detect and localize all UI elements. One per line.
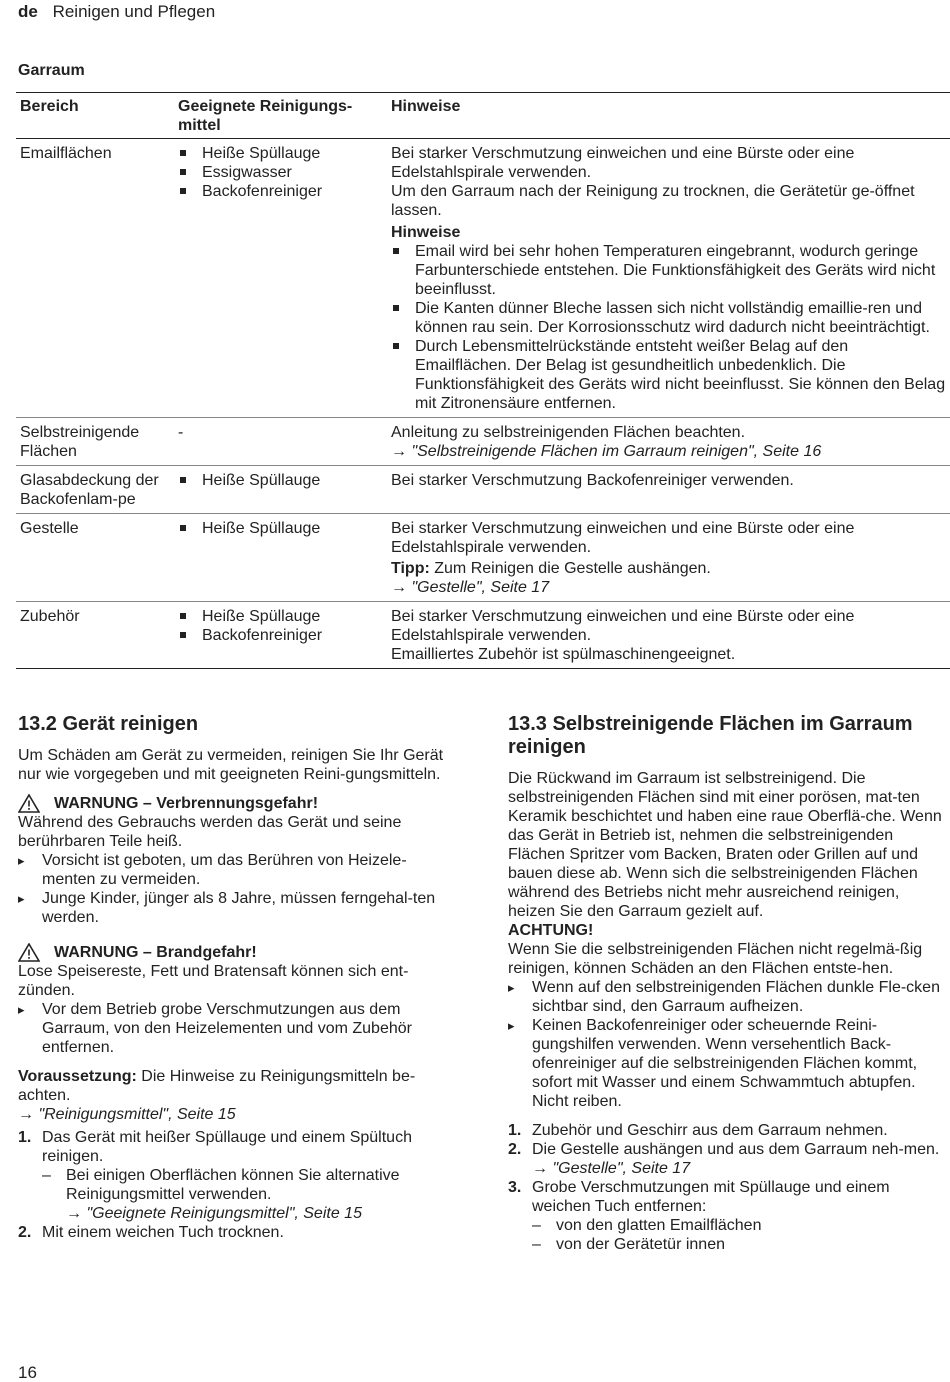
notes-cell bbox=[387, 514, 950, 602]
note-text: Bei starker Verschmutzung einweichen und eine Bürste oder eine Edelstahlspirale verwenden. bbox=[391, 608, 855, 644]
warning-triangle-icon bbox=[18, 943, 40, 962]
substep-item: – von den glatten Emailflächen bbox=[532, 1216, 948, 1235]
tip-paragraph bbox=[391, 559, 946, 578]
agents-cell bbox=[174, 466, 387, 514]
language-code: de bbox=[18, 2, 38, 21]
step-number: 2. bbox=[18, 1224, 32, 1241]
notes-cell bbox=[387, 602, 950, 669]
cross-reference-link[interactable]: → "Selbstreinigende Flächen im Garraum reinigen", Seite 16 bbox=[391, 443, 822, 460]
substep-item bbox=[42, 1166, 458, 1223]
prerequisite-label: Voraussetzung: bbox=[18, 1068, 137, 1085]
warning-fire bbox=[18, 943, 458, 962]
agent-item: Heiße Spüllauge bbox=[178, 144, 383, 163]
section-label: Garraum bbox=[18, 62, 85, 79]
intro-text: Um Schäden am Gerät zu vermeiden, reinigen Sie Ihr Gerät nur wie vorgegeben und mit geeigneten Reini-gungsmitteln. bbox=[18, 747, 444, 783]
note-text: Bei starker Verschmutzung Backofenreiniger verwenden. bbox=[391, 472, 794, 489]
warning-title: WARNUNG – Verbrennungsgefahr! bbox=[54, 795, 319, 812]
cross-reference-link[interactable]: → "Gestelle", Seite 17 bbox=[532, 1160, 691, 1177]
table-row bbox=[16, 139, 950, 418]
intro-text: Die Rückwand im Garraum ist selbstreinigend. Die selbstreinigenden Flächen sind mit einer porösen, mat-ten Keramik beschichtet und haben eine raue Oberflä-che. Wenn das Gerät in Betrieb ist, nehmen die selbstreinigenden Flächen Spritzer vom Backen, Braten oder Grillen auf und bauen diese ab. Wenn sich die selbstreinigenden Flächen während des Betriebs nicht mehr ausreichend reinigen, heizen Sie den Garraum gezielt auf. bbox=[508, 770, 942, 920]
page-header bbox=[18, 2, 215, 21]
cross-reference-link[interactable]: → "Reinigungsmittel", Seite 15 bbox=[18, 1106, 236, 1123]
cross-reference-link[interactable]: → "Geeignete Reinigungsmittel", Seite 15 bbox=[66, 1205, 362, 1222]
area-cell: Selbstreinigende Flächen bbox=[16, 418, 174, 466]
substep-item: – von der Gerätetür innen bbox=[532, 1235, 948, 1254]
step-text: Das Gerät mit heißer Spüllauge und einem Spültuch reinigen. bbox=[42, 1129, 412, 1165]
prerequisite bbox=[18, 1067, 458, 1105]
section-heading: 13.3 Selbstreinigende Flächen im Garraum reinigen bbox=[508, 713, 913, 758]
step-item bbox=[18, 1223, 458, 1242]
warning-burn bbox=[18, 794, 458, 813]
notes-cell bbox=[387, 466, 950, 514]
agent-item: Backofenreiniger bbox=[178, 626, 383, 645]
cross-reference-link[interactable]: → "Gestelle", Seite 17 bbox=[391, 579, 550, 596]
note-text: Bei starker Verschmutzung einweichen und eine Bürste oder eine Edelstahlspirale verwenden. bbox=[391, 145, 855, 181]
step-item bbox=[18, 1128, 458, 1223]
warning-item: ▸ Junge Kinder, jünger als 8 Jahre, müssen ferngehal-ten werden. bbox=[18, 889, 458, 927]
warning-triangle-icon bbox=[18, 794, 40, 813]
step-number: 1. bbox=[18, 1129, 32, 1146]
table-row bbox=[16, 466, 950, 514]
warning-item: ▸ Vor dem Betrieb grobe Verschmutzungen aus dem Garraum, von den Heizelementen und vom Zubehör entfernen. bbox=[18, 1000, 458, 1057]
agent-item: Essigwasser bbox=[178, 163, 383, 182]
area-cell: Zubehör bbox=[16, 602, 174, 669]
table-row bbox=[16, 514, 950, 602]
area-cell: Gestelle bbox=[16, 514, 174, 602]
left-column bbox=[18, 713, 458, 1242]
header-title: Reinigen und Pflegen bbox=[52, 2, 216, 21]
table-row bbox=[16, 602, 950, 669]
prerequisite-text: Die Hinweise zu Reinigungsmitteln be-achten. bbox=[18, 1068, 416, 1104]
step-number: 2. bbox=[508, 1141, 522, 1158]
hint-item: Email wird bei sehr hohen Temperaturen eingebrannt, wodurch geringe Farbunterschiede entstehen. Die Funktionsfähigkeit des Geräts wird nicht beeinflusst. bbox=[391, 242, 946, 299]
agents-cell bbox=[174, 602, 387, 669]
note-text: Bei starker Verschmutzung einweichen und eine Bürste oder eine Edelstahlspirale verwenden. bbox=[391, 520, 855, 556]
step-number: 3. bbox=[508, 1179, 522, 1196]
section-heading: 13.2 Gerät reinigen bbox=[18, 713, 199, 735]
col-header-area: Bereich bbox=[16, 93, 174, 139]
agent-item: Heiße Spüllauge bbox=[178, 607, 383, 626]
caution-text: Wenn Sie die selbstreinigenden Flächen nicht regelmä-ßig reinigen, können Schäden an den Flächen entste-hen. bbox=[508, 941, 923, 977]
agents-cell bbox=[174, 139, 387, 418]
warning-text: Lose Speisereste, Fett und Bratensaft können sich ent-zünden. bbox=[18, 963, 409, 999]
note-text: Um den Garraum nach der Reinigung zu trocknen, die Gerätetür ge-öffnet lassen. bbox=[391, 183, 915, 219]
cleaning-table bbox=[16, 92, 950, 669]
table-row bbox=[16, 418, 950, 466]
agent-item: Heiße Spüllauge bbox=[178, 471, 383, 490]
warning-text: Während des Gebrauchs werden das Gerät und seine berührbaren Teile heiß. bbox=[18, 814, 402, 850]
step-number: 1. bbox=[508, 1122, 522, 1139]
agent-item: Heiße Spüllauge bbox=[178, 519, 383, 538]
notes-cell bbox=[387, 418, 950, 466]
notes-cell bbox=[387, 139, 950, 418]
agent-item: Backofenreiniger bbox=[178, 182, 383, 201]
tip-label: Tipp: bbox=[391, 560, 430, 577]
hint-item: Die Kanten dünner Bleche lassen sich nicht vollständig emaillie-ren und können rau sein. Der Korrosionsschutz wird dadurch nicht beeinträchtigt. bbox=[391, 299, 946, 337]
step-item bbox=[508, 1140, 948, 1178]
step-item bbox=[508, 1178, 948, 1254]
step-item bbox=[508, 1121, 948, 1140]
caution-item: ▸ Keinen Backofenreiniger oder scheuernde Reini-gungshilfen verwenden. Wenn versehentlich Back-ofenreiniger auf die selbstreinigenden Flächen kommt, sofort mit Wasser und einem Schwammtuch abtupfen. Nicht reiben. bbox=[508, 1016, 948, 1111]
area-cell: Glasabdeckung der Backofenlam-pe bbox=[16, 466, 174, 514]
page-number: 16 bbox=[18, 1363, 37, 1382]
substep-text: Bei einigen Oberflächen können Sie alternative Reinigungsmittel verwenden. bbox=[66, 1167, 400, 1203]
step-text: Die Gestelle aushängen und aus dem Garraum neh-men. bbox=[532, 1141, 940, 1158]
col-header-agents: Geeignete Reinigungs- mittel bbox=[174, 93, 387, 139]
caution-title: ACHTUNG! bbox=[508, 922, 594, 939]
col-header-notes: Hinweise bbox=[387, 93, 950, 139]
note-text: Emailliertes Zubehör ist spülmaschinengeeignet. bbox=[391, 646, 736, 663]
hints-title: Hinweise bbox=[391, 224, 461, 241]
table-header-row bbox=[16, 93, 950, 139]
right-column bbox=[508, 713, 948, 1254]
hint-item: Durch Lebensmittelrückstände entsteht weißer Belag auf den Emailflächen. Der Belag ist gesundheitlich unbedenklich. Die Funktionsfähigkeit des Geräts wird nicht beeinflusst. Sie können den Belag mit Zitronensäure entfernen. bbox=[391, 337, 946, 413]
warning-item: ▸ Vorsicht ist geboten, um das Berühren von Heizele-menten zu vermeiden. bbox=[18, 851, 458, 889]
note-text: Anleitung zu selbstreinigenden Flächen beachten. bbox=[391, 424, 746, 441]
area-cell: Emailflächen bbox=[16, 139, 174, 418]
step-text: Mit einem weichen Tuch trocknen. bbox=[42, 1224, 284, 1241]
step-text: Zubehör und Geschirr aus dem Garraum nehmen. bbox=[532, 1122, 888, 1139]
agents-cell: - bbox=[174, 418, 387, 466]
agents-cell bbox=[174, 514, 387, 602]
step-text: Grobe Verschmutzungen mit Spüllauge und einem weichen Tuch entfernen: bbox=[532, 1179, 890, 1215]
warning-title: WARNUNG – Brandgefahr! bbox=[54, 944, 257, 961]
caution-item: ▸ Wenn auf den selbstreinigenden Flächen dunkle Fle-cken sichtbar sind, den Garraum aufheizen. bbox=[508, 978, 948, 1016]
tip-text: Zum Reinigen die Gestelle aushängen. bbox=[429, 560, 711, 577]
